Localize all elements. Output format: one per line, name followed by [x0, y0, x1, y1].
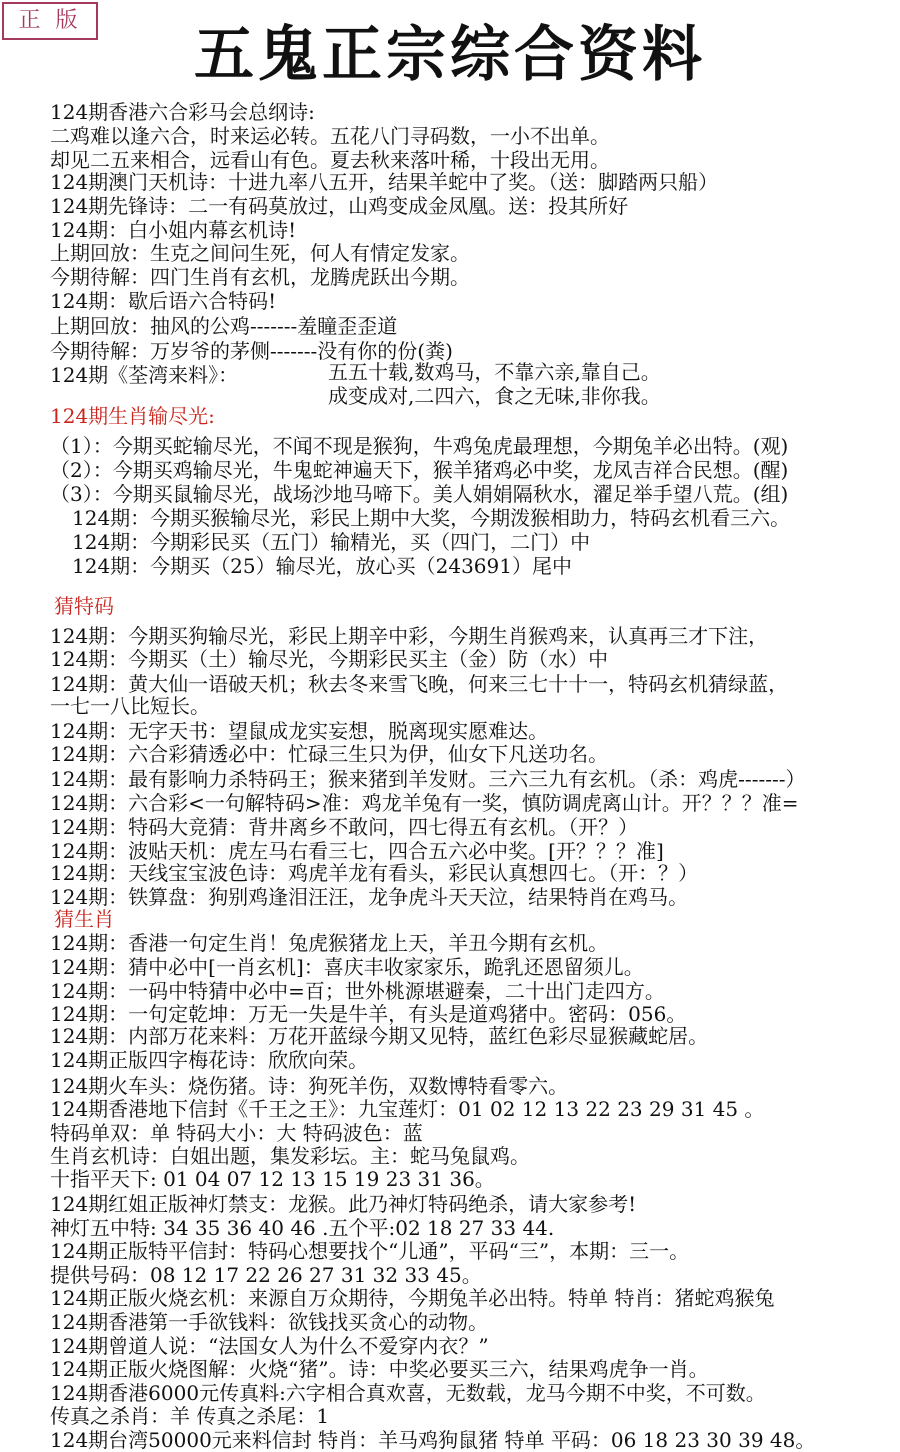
- text-line: 124期：白小姐内幕玄机诗!: [50, 218, 297, 242]
- text-line: 124期：六合彩<一句解特码>准：鸡龙羊兔有一奖，慎防调虎离山计。开？？？准=: [50, 791, 799, 815]
- text-line: 124期：猜中必中[一肖玄机]：喜庆丰收家家乐，跪乳还恩留须儿。: [50, 955, 644, 979]
- text-line: 124期：特码大竞猜：背井离乡不敢问，四七得五有玄机。（开？）: [50, 815, 639, 839]
- text-line: 124期：最有影响力杀特码王；猴来猪到羊发财。三六三九有玄机。（杀：鸡虎-------）: [50, 767, 806, 791]
- text-line: 124期：六合彩猜透必中：忙碌三生只为伊，仙女下凡送功名。: [50, 742, 609, 766]
- text-line: 124期香港地下信封《千王之王》：九宝莲灯：01 02 12 13 22 23 29 31 45 。: [50, 1097, 765, 1121]
- text-line: 124期香港第一手欲钱料：欲钱找买贪心的动物。: [50, 1310, 489, 1334]
- text-line: 十指平天下: 01 04 07 12 13 15 19 23 31 36。: [50, 1167, 495, 1191]
- text-line: 124期：今期买狗输尽光，彩民上期辛中彩，今期生肖猴鸡来，认真再三才下注，: [50, 624, 769, 648]
- text-line: 上期回放：生克之间问生死，何人有情定发家。: [50, 241, 470, 265]
- text-line: 二鸡难以逢六合，时来运必转。五花八门寻码数，一小不出单。: [50, 124, 610, 148]
- text-line: （3）：今期买鼠输尽光，战场沙地马啼下。美人娟娟隔秋水，濯足举手望八荒。(组): [50, 482, 789, 506]
- page-title: 五鬼正宗综合资料: [194, 20, 706, 90]
- text-line: 124期先锋诗：二一有码莫放过，山鸡变成金凤凰。送：投其所好: [50, 194, 629, 218]
- text-line: 124期：今期买（土）输尽光，今期彩民买主（金）防（水）中: [50, 647, 609, 671]
- text-line: 124期：一码中特猜中必中=百；世外桃源堪避秦，二十出门走四方。: [50, 979, 665, 1003]
- text-line: 124期台湾50000元来料信封 特肖：羊马鸡狗鼠猪 特单 平码：06 18 23 30 39 48。: [50, 1428, 816, 1452]
- text-line: 神灯五中特: 34 35 36 40 46 .五个平:02 18 27 33 44.: [50, 1216, 555, 1240]
- text-line: 一七一八比短长。: [50, 694, 210, 718]
- text-line: 124期：今期买猴输尽光，彩民上期中大奖，今期泼猴相助力，特码玄机看三六。: [72, 506, 791, 530]
- text-line: 124期：香港一句定生肖！兔虎猴猪龙上天，羊丑今期有玄机。: [50, 931, 609, 955]
- text-line: 却见二五来相合，远看山有色。夏去秋来落叶稀，十段出无用。: [50, 148, 610, 172]
- text-line: 124期正版火烧玄机：来源自万众期待，今期兔羊必出特。特单 特肖：猪蛇鸡猴兔: [50, 1286, 775, 1310]
- text-line: 124期曾道人说：“法国女人为什么不爱穿内衣？”: [50, 1334, 489, 1358]
- section-heading: 猜生肖: [54, 907, 114, 931]
- text-line: 124期香港6000元传真料:六字相合真欢喜，无数载，龙马今期不中奖，不可数。: [50, 1381, 766, 1405]
- text-line: 124期香港六合彩马会总纲诗:: [50, 100, 315, 124]
- text-line: 124期：天线宝宝波色诗：鸡虎羊龙有看头，彩民认真想四七。（开：？）: [50, 861, 699, 885]
- authentic-badge: 正 版: [2, 2, 98, 40]
- text-line: 124期：黄大仙一语破天机；秋去冬来雪飞晚，何来三七十十一，特码玄机猜绿蓝，: [50, 672, 789, 696]
- text-line: 上期回放：抽风的公鸡-------羞瞳歪歪道: [50, 314, 398, 338]
- text-line: 124期：内部万花来料：万花开蓝绿今期又见特，蓝红色彩尽显猴藏蛇居。: [50, 1024, 709, 1048]
- text-line: 124期：今期彩民买（五门）输精光，买（四门，二门）中: [72, 530, 591, 554]
- text-line: 124期正版火烧图解：火烧“猪”。诗：中奖必要买三六，结果鸡虎争一肖。: [50, 1357, 709, 1381]
- text-line: 124期：一句定乾坤：万无一失是牛羊，有头是道鸡猪中。密码：056。: [50, 1002, 687, 1026]
- text-line: 124期红姐正版神灯禁支：龙猴。此乃神灯特码绝杀，请大家参考!: [50, 1192, 637, 1216]
- text-line: 124期：铁算盘：狗别鸡逢泪汪汪，龙争虎斗天天泣，结果特肖在鸡马。: [50, 885, 689, 909]
- text-line: 成变成对,二四六，食之无味,非你我。: [328, 384, 661, 408]
- text-line: （1）：今期买蛇输尽光，不闻不现是猴狗，牛鸡兔虎最理想，今期兔羊必出特。(观): [50, 434, 789, 458]
- text-line: 124期澳门天机诗：十进九率八五开，结果羊蛇中了奖。（送：脚踏两只船）: [50, 170, 719, 194]
- text-line: 特码单双：单 特码大小：大 特码波色：蓝: [50, 1121, 423, 1145]
- text-line: 124期火车头：烧伤猪。诗：狗死羊伤，双数博特看零六。: [50, 1074, 569, 1098]
- text-line: 124期：波贴天机：虎左马右看三七，四合五六必中奖。[开？？？准]: [50, 839, 664, 863]
- text-line: 五五十载,数鸡马，不靠六亲,靠自己。: [328, 360, 661, 384]
- section-heading: 猜特码: [54, 594, 114, 618]
- text-line: 124期正版四字梅花诗：欣欣向荣。: [50, 1048, 369, 1072]
- text-line: （2）：今期买鸡输尽光，牛鬼蛇神遍天下，猴羊猪鸡必中奖，龙凤吉祥合民想。(醒): [50, 458, 789, 482]
- text-line: 124期正版特平信封：特码心想要找个“儿通”，平码“三”，本期：三一。: [50, 1239, 690, 1263]
- text-line: 今期待解：万岁爷的茅侧-------没有你的份(粪): [50, 339, 453, 363]
- text-line: 124期《荃湾来料》：: [50, 363, 239, 387]
- text-line: 传真之杀肖：羊 传真之杀尾：1: [50, 1404, 330, 1428]
- text-line: 提供号码：08 12 17 22 26 27 31 32 33 45。: [50, 1263, 482, 1287]
- text-line: 124期：无字天书：望鼠成龙实妄想，脱离现实愿难达。: [50, 719, 549, 743]
- text-line: 今期待解：四门生肖有玄机，龙腾虎跃出今期。: [50, 265, 470, 289]
- text-line: 生肖玄机诗：白姐出题，集发彩坛。主：蛇马兔鼠鸡。: [50, 1144, 530, 1168]
- text-line: 124期：歇后语六合特码!: [50, 289, 277, 313]
- section-heading: 124期生肖输尽光:: [50, 404, 215, 428]
- text-line: 124期：今期买（25）输尽光，放心买（243691）尾中: [72, 554, 572, 578]
